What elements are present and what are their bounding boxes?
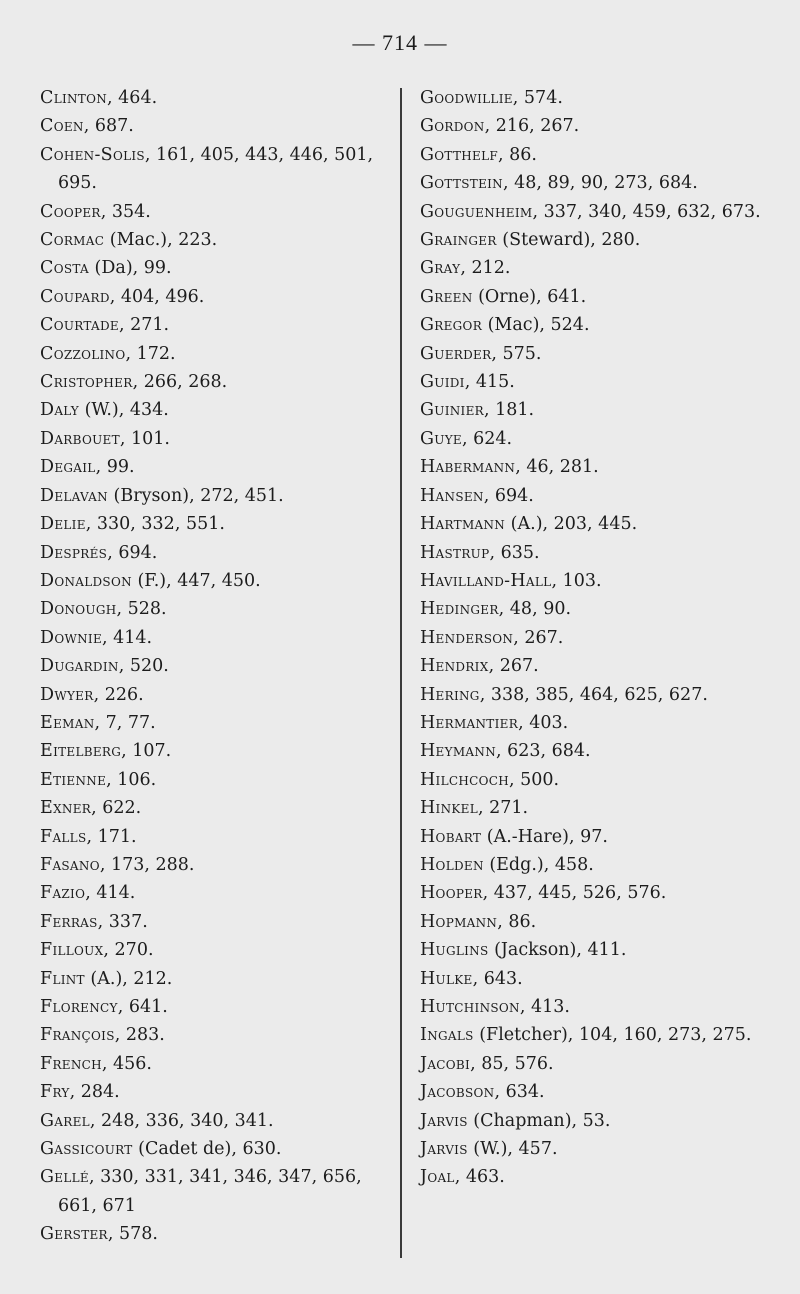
entry-pages: , 643. — [472, 968, 523, 989]
entry-pages: , 337, 340, 459, 632, 673. — [532, 201, 761, 222]
entry-pages: , 520. — [118, 656, 169, 677]
entry-pages: , 171. — [86, 826, 137, 847]
entry-name: Hastrup — [420, 542, 490, 563]
entry-name: Garel — [40, 1110, 90, 1131]
entry-pages: , 414. — [85, 883, 136, 904]
index-entry — [420, 908, 770, 936]
entry-name: Degail — [40, 457, 96, 478]
index-entry — [420, 1021, 770, 1049]
entry-pages: , 354. — [100, 201, 151, 222]
entry-name: Eeman — [40, 712, 95, 733]
entry-name: Delie — [40, 514, 86, 535]
entry-pages: , 575. — [491, 343, 542, 364]
entry-name: Grainger — [420, 230, 497, 251]
index-entry — [420, 539, 770, 567]
entry-name: Hansen — [420, 485, 484, 506]
index-entry — [40, 595, 392, 623]
entry-pages: , 437, 445, 526, 576. — [482, 883, 667, 904]
entry-pages: , 463. — [454, 1167, 505, 1188]
index-entry — [420, 368, 770, 396]
entry-name: Gouguenheim — [420, 201, 533, 222]
index-entry — [40, 993, 392, 1021]
index-entry — [420, 169, 770, 197]
entry-pages: (Bryson), 272, 451. — [107, 485, 284, 506]
index-entry — [420, 340, 770, 368]
entry-name: Joal — [420, 1167, 455, 1188]
entry-pages: , 48, 90. — [498, 599, 572, 620]
index-entry — [40, 112, 392, 140]
entry-name: Després — [40, 542, 108, 563]
entry-name: Gray — [420, 258, 461, 279]
entry-pages: , 694. — [107, 542, 158, 563]
entry-name: Florency — [40, 997, 118, 1017]
entry-name: Coen — [40, 116, 84, 137]
index-entry — [420, 283, 770, 311]
index-entry — [420, 965, 770, 993]
entry-pages: , 284. — [69, 1082, 120, 1103]
index-entry — [420, 595, 770, 623]
page-number: — 714 — — [352, 30, 448, 55]
index-entry — [420, 1050, 770, 1078]
entry-name: Gordon — [420, 116, 485, 137]
entry-name: Gerster — [40, 1224, 108, 1245]
entry-name: Hopmann — [420, 911, 498, 932]
entry-pages: (A.), 203, 445. — [505, 514, 638, 535]
entry-name: French — [40, 1053, 102, 1074]
entry-pages: , 172. — [125, 343, 176, 364]
entry-pages: (Edg.), 458. — [483, 854, 594, 875]
entry-pages: , 283. — [114, 1025, 165, 1046]
entry-name: Fazio — [40, 883, 86, 904]
index-entry — [40, 226, 392, 254]
index-entry — [40, 425, 392, 453]
entry-pages: , 403. — [518, 712, 569, 733]
index-entry — [40, 965, 392, 993]
entry-pages: , 634. — [494, 1082, 545, 1103]
index-entry — [420, 1107, 770, 1135]
entry-name: Jarvis — [420, 1110, 468, 1131]
index-entry — [420, 652, 770, 680]
column-divider — [400, 88, 402, 1258]
entry-pages: (W.), 434. — [79, 400, 169, 421]
entry-name: Jarvis — [420, 1139, 468, 1160]
entry-pages: (Chapman), 53. — [467, 1110, 611, 1131]
index-entry — [420, 254, 770, 282]
index-entry — [40, 482, 392, 510]
index-entry — [420, 737, 770, 765]
index-entry — [40, 794, 392, 822]
entry-name: Huglins — [420, 940, 489, 961]
index-entry — [40, 141, 392, 198]
index-entry — [40, 396, 392, 424]
index-entry — [420, 681, 770, 709]
entry-name: Hobart — [420, 826, 482, 847]
index-entry — [420, 1135, 770, 1163]
index-entry — [420, 709, 770, 737]
index-entry — [40, 1050, 392, 1078]
entry-pages: , 330, 331, 341, 346, 347, 656, 661, 671 — [58, 1167, 362, 1216]
entry-pages: (Orne), 641. — [472, 286, 587, 307]
entry-name: Henderson — [420, 627, 514, 648]
entry-name: Hinkel — [420, 798, 478, 819]
index-entry — [40, 709, 392, 737]
index-entry — [40, 510, 392, 538]
entry-pages: , 107. — [121, 741, 172, 762]
entry-pages: (F.), 447, 450. — [131, 570, 261, 591]
entry-pages: , 7, 77. — [94, 712, 156, 733]
index-entry — [40, 311, 392, 339]
index-entry — [420, 993, 770, 1021]
entry-pages: , 48, 89, 90, 273, 684. — [502, 173, 698, 194]
index-entry — [40, 453, 392, 481]
index-entry — [420, 624, 770, 652]
entry-pages: (Mac), 524. — [482, 315, 590, 336]
entry-name: Havilland-Hall — [420, 570, 552, 591]
index-entry — [40, 851, 392, 879]
index-entry — [420, 453, 770, 481]
entry-pages: , 267. — [513, 627, 564, 648]
entry-name: Hutchinson — [420, 997, 520, 1017]
index-entry — [40, 198, 392, 226]
index-entry — [40, 1220, 392, 1248]
index-entry — [40, 567, 392, 595]
entry-pages: (Cadet de), 630. — [132, 1139, 282, 1160]
entry-pages: , 456. — [101, 1053, 152, 1074]
entry-name: Guye — [420, 428, 462, 449]
entry-name: Dwyer — [40, 684, 94, 705]
entry-pages: , 624. — [461, 428, 513, 449]
entry-name: Falls — [40, 826, 87, 847]
entry-name: Gellé — [40, 1167, 89, 1188]
entry-name: Jacobi — [420, 1053, 471, 1074]
entry-name: Hooper — [420, 883, 483, 904]
index-entry — [420, 879, 770, 907]
entry-pages: (A.-Hare), 97. — [481, 826, 608, 847]
entry-pages: , 248, 336, 340, 341. — [89, 1110, 274, 1131]
index-entry — [40, 340, 392, 368]
entry-pages: , 271. — [478, 798, 529, 819]
entry-pages: (Steward), 280. — [496, 230, 641, 251]
entry-pages: (Mac.), 223. — [104, 230, 218, 251]
entry-name: Downie — [40, 627, 103, 648]
entry-pages: , 270. — [103, 940, 154, 961]
index-entry — [420, 482, 770, 510]
entry-name: Gottstein — [420, 173, 503, 194]
entry-name: Green — [420, 286, 473, 307]
index-entry — [420, 510, 770, 538]
index-entry — [420, 1078, 770, 1106]
entry-pages: , 414. — [102, 627, 153, 648]
entry-name: Guinier — [420, 400, 484, 421]
index-entry — [40, 652, 392, 680]
entry-pages: , 85, 576. — [470, 1053, 554, 1074]
entry-name: Ferras — [40, 911, 98, 932]
entry-pages: , 226. — [93, 684, 144, 705]
entry-name: François — [40, 1025, 115, 1046]
entry-pages: , 574. — [512, 88, 563, 108]
entry-name: Costa — [40, 258, 89, 279]
index-column-right — [420, 84, 770, 1192]
entry-name: Cozzolino — [40, 343, 126, 364]
index-entry — [40, 539, 392, 567]
entry-name: Hulke — [420, 968, 473, 989]
index-entry — [40, 283, 392, 311]
index-entry — [420, 567, 770, 595]
entry-pages: , 635. — [489, 542, 540, 563]
entry-name: Fry — [40, 1082, 70, 1103]
entry-name: Habermann — [420, 457, 516, 478]
entry-pages: , 46, 281. — [515, 457, 599, 478]
entry-pages: , 413. — [519, 997, 570, 1017]
entry-name: Hilchcoch — [420, 769, 509, 790]
index-entry — [420, 823, 770, 851]
index-entry — [420, 766, 770, 794]
entry-pages: , 528. — [116, 599, 167, 620]
index-entry — [40, 84, 392, 112]
entry-name: Guidi — [420, 372, 465, 393]
entry-name: Heymann — [420, 741, 496, 762]
entry-name: Clinton — [40, 88, 108, 108]
entry-name: Courtade — [40, 315, 119, 336]
entry-name: Donaldson — [40, 570, 132, 591]
index-entry — [420, 112, 770, 140]
entry-name: Guerder — [420, 343, 492, 364]
entry-pages: , 623, 684. — [496, 741, 591, 762]
entry-name: Dugardin — [40, 656, 119, 677]
entry-name: Ingals — [420, 1025, 474, 1046]
entry-name: Goodwillie — [420, 88, 513, 108]
index-entry — [40, 936, 392, 964]
entry-pages: , 216, 267. — [484, 116, 580, 137]
entry-pages: , 415. — [464, 372, 515, 393]
entry-pages: , 464. — [107, 88, 158, 108]
index-entry — [40, 254, 392, 282]
entry-pages: , 86. — [497, 144, 537, 165]
entry-name: Flint — [40, 968, 85, 989]
entry-name: Cristopher — [40, 372, 133, 393]
entry-pages: , 337. — [97, 911, 148, 932]
index-entry — [40, 823, 392, 851]
entry-pages: , 99. — [95, 457, 135, 478]
entry-pages: (A.), 212. — [84, 968, 173, 989]
entry-name: Eitelberg — [40, 741, 122, 762]
entry-name: Daly — [40, 400, 80, 421]
entry-name: Fasano — [40, 854, 100, 875]
entry-pages: , 500. — [508, 769, 560, 790]
entry-pages: , 86. — [497, 911, 537, 932]
entry-pages: (Fletcher), 104, 160, 273, 275. — [473, 1025, 752, 1046]
index-entry — [420, 311, 770, 339]
entry-name: Gregor — [420, 315, 483, 336]
index-entry — [420, 936, 770, 964]
index-entry — [40, 879, 392, 907]
entry-name: Cormac — [40, 230, 105, 251]
entry-name: Cooper — [40, 201, 101, 222]
entry-pages: , 330, 332, 551. — [85, 514, 225, 535]
entry-pages: , 271. — [118, 315, 170, 336]
entry-name: Darbouet — [40, 428, 120, 449]
index-entry — [40, 1107, 392, 1135]
entry-name: Holden — [420, 854, 484, 875]
entry-name: Etienne — [40, 769, 107, 790]
entry-pages: , 622. — [91, 798, 142, 819]
index-entry — [40, 1078, 392, 1106]
entry-pages: , 161, 405, 443, 446, 501, 695. — [58, 144, 374, 194]
index-column-left — [40, 84, 392, 1249]
entry-pages: , 106. — [106, 769, 157, 790]
entry-name: Hartmann — [420, 514, 506, 535]
entry-pages: , 101. — [119, 428, 170, 449]
index-entry — [420, 851, 770, 879]
entry-name: Gassicourt — [40, 1139, 133, 1160]
index-entry — [40, 766, 392, 794]
index-entry — [40, 1135, 392, 1163]
index-entry — [420, 396, 770, 424]
index-entry — [40, 1021, 392, 1049]
entry-name: Donough — [40, 599, 117, 620]
entry-pages: (W.), 457. — [467, 1139, 558, 1160]
entry-name: Jacobson — [420, 1082, 495, 1103]
entry-pages: , 694. — [483, 485, 534, 506]
index-entry — [40, 681, 392, 709]
entry-name: Hendrix — [420, 656, 489, 677]
index-entry — [40, 1163, 392, 1220]
index-entry — [420, 425, 770, 453]
entry-pages: , 181. — [483, 400, 535, 421]
entry-pages: , 578. — [107, 1224, 158, 1245]
entry-pages: (Jackson), 411. — [488, 940, 627, 961]
entry-name: Filloux — [40, 940, 104, 961]
index-entry — [420, 141, 770, 169]
entry-pages: (Da), 99. — [88, 258, 172, 279]
index-entry — [420, 226, 770, 254]
entry-name: Gotthelf — [420, 144, 498, 165]
entry-pages: , 173, 288. — [99, 854, 195, 875]
entry-name: Cohen-Solis — [40, 144, 145, 165]
entry-pages: , 267. — [488, 656, 539, 677]
index-entry — [420, 1163, 770, 1191]
entry-pages: , 404, 496. — [109, 286, 205, 307]
entry-name: Coupard — [40, 286, 110, 307]
entry-name: Hedinger — [420, 599, 499, 620]
entry-name: Hermantier — [420, 712, 519, 733]
entry-pages: , 338, 385, 464, 625, 627. — [479, 684, 708, 705]
entry-pages: , 687. — [83, 116, 134, 137]
index-entry — [420, 794, 770, 822]
entry-name: Exner — [40, 798, 92, 819]
entry-pages: , 212. — [460, 258, 511, 279]
entry-name: Hering — [420, 684, 480, 705]
index-entry — [420, 84, 770, 112]
entry-pages: , 103. — [551, 570, 602, 591]
index-entry — [40, 368, 392, 396]
entry-pages: , 641. — [117, 997, 168, 1017]
index-entry — [40, 908, 392, 936]
index-entry — [40, 737, 392, 765]
index-entry — [40, 624, 392, 652]
index-entry — [420, 198, 770, 226]
entry-name: Delavan — [40, 485, 108, 506]
entry-pages: , 266, 268. — [132, 372, 228, 393]
